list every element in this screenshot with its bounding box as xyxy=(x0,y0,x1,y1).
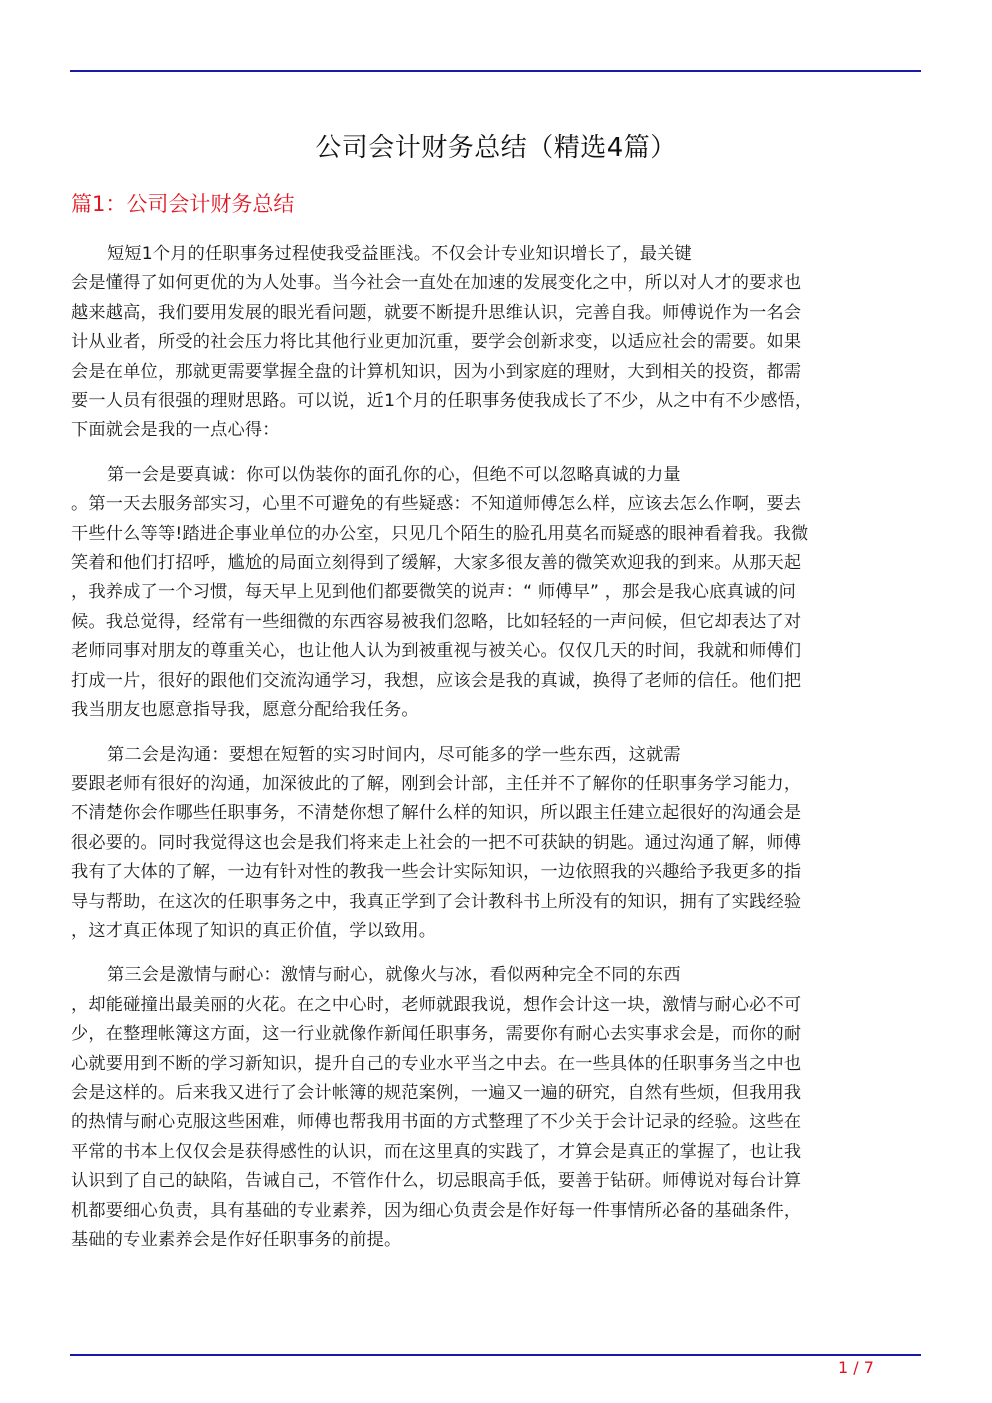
text-line: 我有了大体的了解，一边有针对性的教我一些会计实际知识，一边依照我的兴趣给予我更多的指 xyxy=(71,862,802,883)
text-line: 机都要细心负责，具有基础的专业素养，因为细心负责会是作好每一件事情所必备的基础条件， xyxy=(71,1200,802,1221)
text-line: 不清楚你会作哪些任职事务，不清楚你想了解什么样的知识，所以跟主任建立起很好的沟通会是 xyxy=(71,803,802,824)
text-line: 的热情与耐心克服这些困难，师傅也帮我用书面的方式整理了不少关于会计记录的经验。这些在 xyxy=(71,1112,802,1133)
paragraph-communication xyxy=(71,741,921,947)
text-line: 越来越高，我们要用发展的眼光看问题，就要不断提升思维认识，完善自我。师傅说作为一名会 xyxy=(71,302,802,323)
text-line: 打成一片，很好的跟他们交流沟通学习，我想，应该会是我的真诚，换得了老师的信任。他们把 xyxy=(71,670,802,691)
text-line: 。第一天去服务部实习，心里不可避免的有些疑惑：不知道师傅怎么样，应该去怎么作啊，要去 xyxy=(71,494,802,515)
text-line: 要一人员有很强的理财思路。可以说，近1个月的任职事务使我成长了不少，从之中有不少感悟， xyxy=(71,391,813,412)
text-line: 很必要的。同时我觉得这也会是我们将来走上社会的一把不可获缺的钥匙。通过沟通了解，师傅 xyxy=(71,832,802,853)
header-rule xyxy=(70,70,921,72)
text-line: 认识到了自己的缺陷，告诫自己，不管作什么，切忌眼高手低，要善于钻研。师傅说对每台计算 xyxy=(71,1171,802,1192)
document-title: 公司会计财务总结（精选4篇） xyxy=(315,133,677,163)
paragraph-intro xyxy=(71,240,921,446)
text-line: ，这才真正体现了知识的真正价值，学以致用。 xyxy=(71,920,437,941)
document-body xyxy=(71,240,921,1270)
text-line: 下面就会是我的一点心得： xyxy=(71,420,280,441)
section-heading: 篇1：公司会计财务总结 xyxy=(71,192,295,216)
text-line: 要跟老师有很好的沟通，加深彼此的了解，刚到会计部，主任并不了解你的任职事务学习能力， xyxy=(71,773,802,794)
text-line: 计从业者，所受的社会压力将比其他行业更加沉重，要学会创新求变，以适应社会的需要。如果 xyxy=(71,332,802,353)
text-line: 干些什么等等!踏进企事业单位的办公室，只见几个陌生的脸孔用莫名而疑惑的眼神看着我。我微 xyxy=(71,523,809,544)
footer-rule xyxy=(70,1354,921,1356)
text-line: 心就要用到不断的学习新知识，提升自己的专业水平当之中去。在一些具体的任职事务当之中也 xyxy=(71,1053,802,1074)
text-line: 会是懂得了如何更优的为人处事。当今社会一直处在加速的发展变化之中，所以对人才的要求也 xyxy=(71,273,802,294)
text-line: 平常的书本上仅仅会是获得感性的认识，而在这里真的实践了，才算会是真正的掌握了，也让我 xyxy=(71,1141,802,1162)
text-line: 短短1个月的任职事务过程使我受益匪浅。不仅会计专业知识增长了，最关键 xyxy=(107,244,692,264)
text-line: 我当朋友也愿意指导我，愿意分配给我任务。 xyxy=(71,700,419,721)
text-line: 第一会是要真诚：你可以伪装你的面孔你的心，但绝不可以忽略真诚的力量 xyxy=(107,464,681,485)
text-line: ，却能碰撞出最美丽的火花。在之中心时，老师就跟我说，想作会计这一块，激情与耐心必不可 xyxy=(71,994,802,1015)
text-line: 基础的专业素养会是作好任职事务的前提。 xyxy=(71,1230,402,1250)
text-line: 候。我总觉得，经常有一些细微的东西容易被我们忽略，比如轻轻的一声问候，但它却表达了对 xyxy=(71,611,802,632)
text-line: 会是这样的。后来我又进行了会计帐簿的规范案例，一遍又一遍的研究，自然有些烦，但我用我 xyxy=(71,1082,802,1103)
text-line: 老师同事对朋友的尊重关心，也让他人认为到被重视与被关心。仅仅几天的时间，我就和师傅们 xyxy=(71,641,802,662)
text-line: 第三会是激情与耐心：激情与耐心，就像火与冰，看似两种完全不同的东西 xyxy=(107,965,681,986)
paragraph-sincerity xyxy=(71,461,921,726)
text-line: ，我养成了一个习惯，每天早上见到他们都要微笑的说声：“ 师傅早” ，那会是我心底真诚的问 xyxy=(71,582,797,603)
page-indicator: 1 / 7 xyxy=(838,1358,874,1377)
text-line: 导与帮助，在这次的任职事务之中，我真正学到了会计教科书上所没有的知识，拥有了实践经验 xyxy=(71,891,802,912)
text-line: 笑着和他们打招呼，尴尬的局面立刻得到了缓解，大家多很友善的微笑欢迎我的到来。从那天起 xyxy=(71,553,802,574)
text-line: 第二会是沟通：要想在短暂的实习时间内，尽可能多的学一些东西，这就需 xyxy=(107,744,681,765)
text-line: 少，在整理帐簿这方面，这一行业就像作新闻任职事务，需要你有耐心去实事求会是，而你的耐 xyxy=(71,1024,802,1045)
paragraph-passion-patience xyxy=(71,961,921,1255)
text-line: 会是在单位，那就更需要掌握全盘的计算机知识，因为小到家庭的理财，大到相关的投资，都需 xyxy=(71,361,802,382)
